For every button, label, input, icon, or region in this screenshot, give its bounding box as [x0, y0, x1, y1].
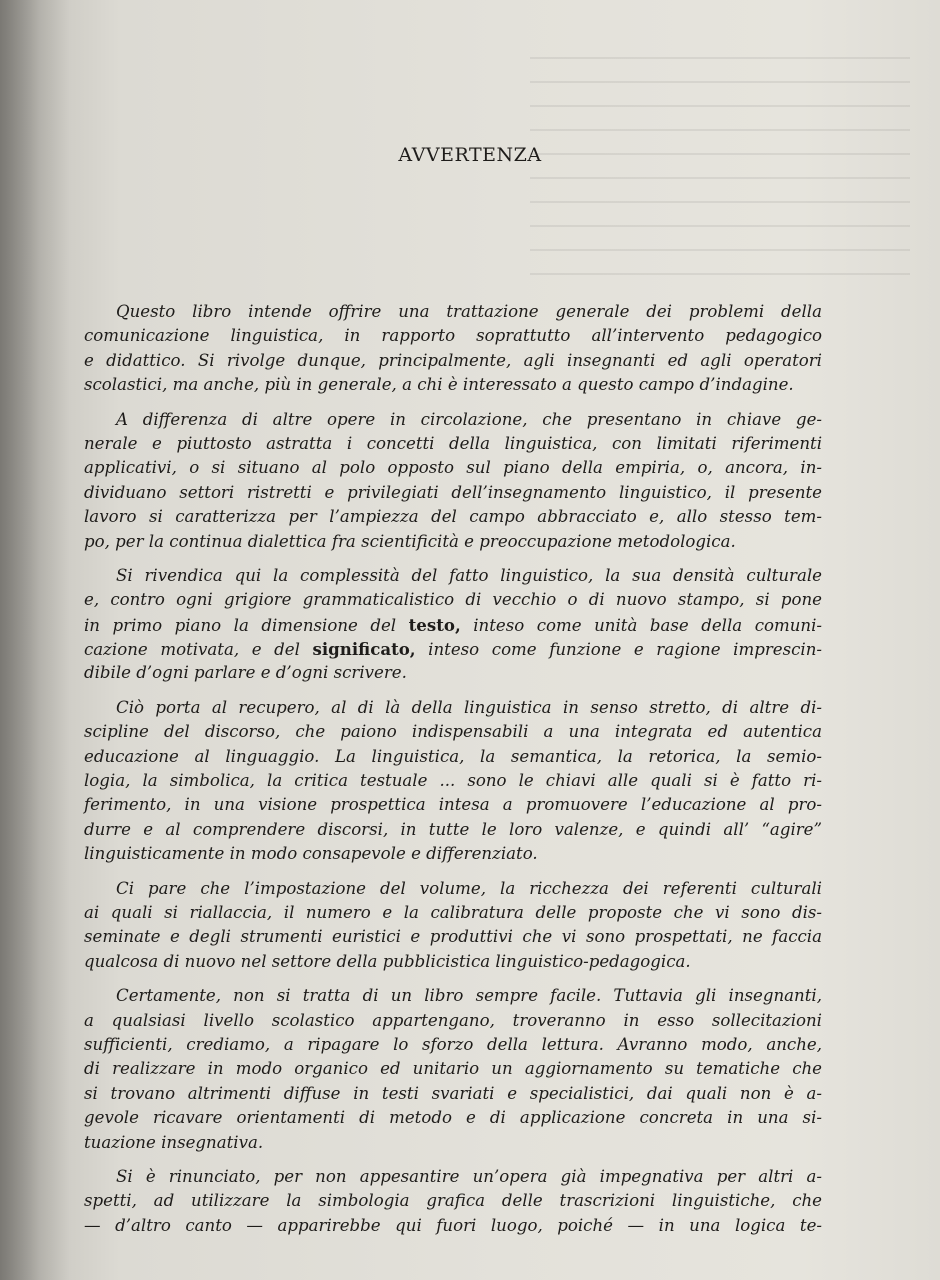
- text-line: scolastici, ma anche, più in generale, a chi è interessato a questo campo d’indagine.: [84, 375, 794, 395]
- text-line: e didattico. Si rivolge dunque, principalmente, agli insegnanti ed agli operatori: [84, 350, 822, 370]
- text-line: Ci pare che l’impostazione del volume, la ricchezza dei referenti culturali: [116, 878, 822, 898]
- text-line: po, per la continua dialettica fra scientificità e preoccupazione metodologica.: [84, 531, 736, 551]
- text-segment: in primo piano la dimensione del: [84, 615, 409, 635]
- text-line: comunicazione linguistica, in rapporto soprattutto all’intervento pedagogico: [84, 326, 822, 346]
- text-line: A differenza di altre opere in circolazione, che presentano in chiave ge-: [116, 409, 822, 429]
- text-line: lavoro si caratterizza per l’ampiezza del campo abbracciato e, allo stesso tem-: [84, 507, 822, 527]
- text-line: durre e al comprendere discorsi, in tutte le loro valenze, e quindi all’ “agire”: [84, 819, 822, 839]
- text-line: qualcosa di nuovo nel settore della pubblicistica linguistico-pedagogica.: [84, 951, 691, 971]
- text-line: logia, la simbolica, la critica testuale ... sono le chiavi alle quali si è fatto ri-: [84, 771, 822, 791]
- paragraph-3: [84, 564, 822, 686]
- text-line: a qualsiasi livello scolastico appartengano, troveranno in esso sollecitazioni: [84, 1010, 822, 1030]
- text-line: Si rivendica qui la complessità del fatto linguistico, la sua densità culturale: [116, 565, 822, 585]
- text-line: sufficienti, crediamo, a ripagare lo sforzo della lettura. Avranno modo, anche,: [84, 1034, 822, 1054]
- paragraph-7: [84, 1165, 822, 1238]
- paragraph-1: [84, 300, 822, 398]
- paragraph-5: [84, 877, 822, 975]
- text-line: scipline del discorso, che paiono indispensabili a una integrata ed autentica: [84, 722, 822, 742]
- text-line: [84, 613, 822, 637]
- paragraph-4: [84, 696, 822, 867]
- binding-shadow: [0, 0, 70, 1280]
- bold-term-testo: testo,: [408, 614, 461, 635]
- text-line: e, contro ogni grigiore grammaticalistico di vecchio o di nuovo stampo, si pone: [84, 590, 822, 610]
- text-line: ai quali si riallaccia, il numero e la calibratura delle proposte che vi sono dis-: [84, 902, 822, 922]
- text-line: nerale e piuttosto astratta i concetti della linguistica, con limitati riferimenti: [84, 433, 822, 453]
- paragraph-2: [84, 408, 822, 554]
- text-line: dividuano settori ristretti e privilegiati dell’insegnamento linguistico, il presente: [84, 482, 822, 502]
- text-line: Ciò porta al recupero, al di là della linguistica in senso stretto, di altre di-: [116, 697, 822, 717]
- text-line: — d’altro canto — apparirebbe qui fuori luogo, poiché — in una logica te-: [84, 1215, 822, 1235]
- text-line: si trovano altrimenti diffuse in testi svariati e specialistici, dai quali non è a-: [84, 1083, 822, 1103]
- text-line: educazione al linguaggio. La linguistica, la semantica, la retorica, la semio-: [84, 746, 822, 766]
- page-title: AVVERTENZA: [398, 144, 542, 166]
- text-segment: inteso come funzione e ragione imprescin-: [415, 640, 822, 660]
- text-line: Certamente, non si tratta di un libro sempre facile. Tuttavia gli insegnanti,: [116, 986, 822, 1006]
- bold-term-significato: significato,: [312, 639, 416, 660]
- text-line: di realizzare in modo organico ed unitario un aggiornamento su tematiche che: [84, 1059, 822, 1079]
- text-line: Si è rinunciato, per non appesantire un’opera già impegnativa per altri a-: [116, 1166, 822, 1186]
- text-segment: cazione motivata, e del: [84, 640, 313, 660]
- text-line: tuazione insegnativa.: [84, 1132, 264, 1152]
- text-segment: inteso come unità base della comuni-: [460, 615, 823, 635]
- text-line: seminate e degli strumenti euristici e produttivi che vi sono prospettati, ne faccia: [84, 927, 822, 947]
- text-line: ferimento, in una visione prospettica intesa a promuovere l’educazione al pro-: [84, 795, 822, 815]
- text-line: applicativi, o si situano al polo opposto sul piano della empiria, o, ancora, in-: [84, 458, 822, 478]
- text-line: Questo libro intende offrire una trattazione generale dei problemi della: [116, 302, 822, 321]
- text-line: linguisticamente in modo consapevole e differenziato.: [84, 844, 538, 864]
- body-text: [84, 300, 822, 1248]
- paragraph-6: [84, 984, 822, 1155]
- text-line: spetti, ad utilizzare la simbologia grafica delle trascrizioni linguistiche, che: [84, 1191, 822, 1211]
- text-line: gevole ricavare orientamenti di metodo e di applicazione concreta in una si-: [84, 1108, 822, 1128]
- text-line: dibile d’ogni parlare e d’ogni scrivere.: [84, 663, 407, 683]
- text-line: [84, 637, 822, 661]
